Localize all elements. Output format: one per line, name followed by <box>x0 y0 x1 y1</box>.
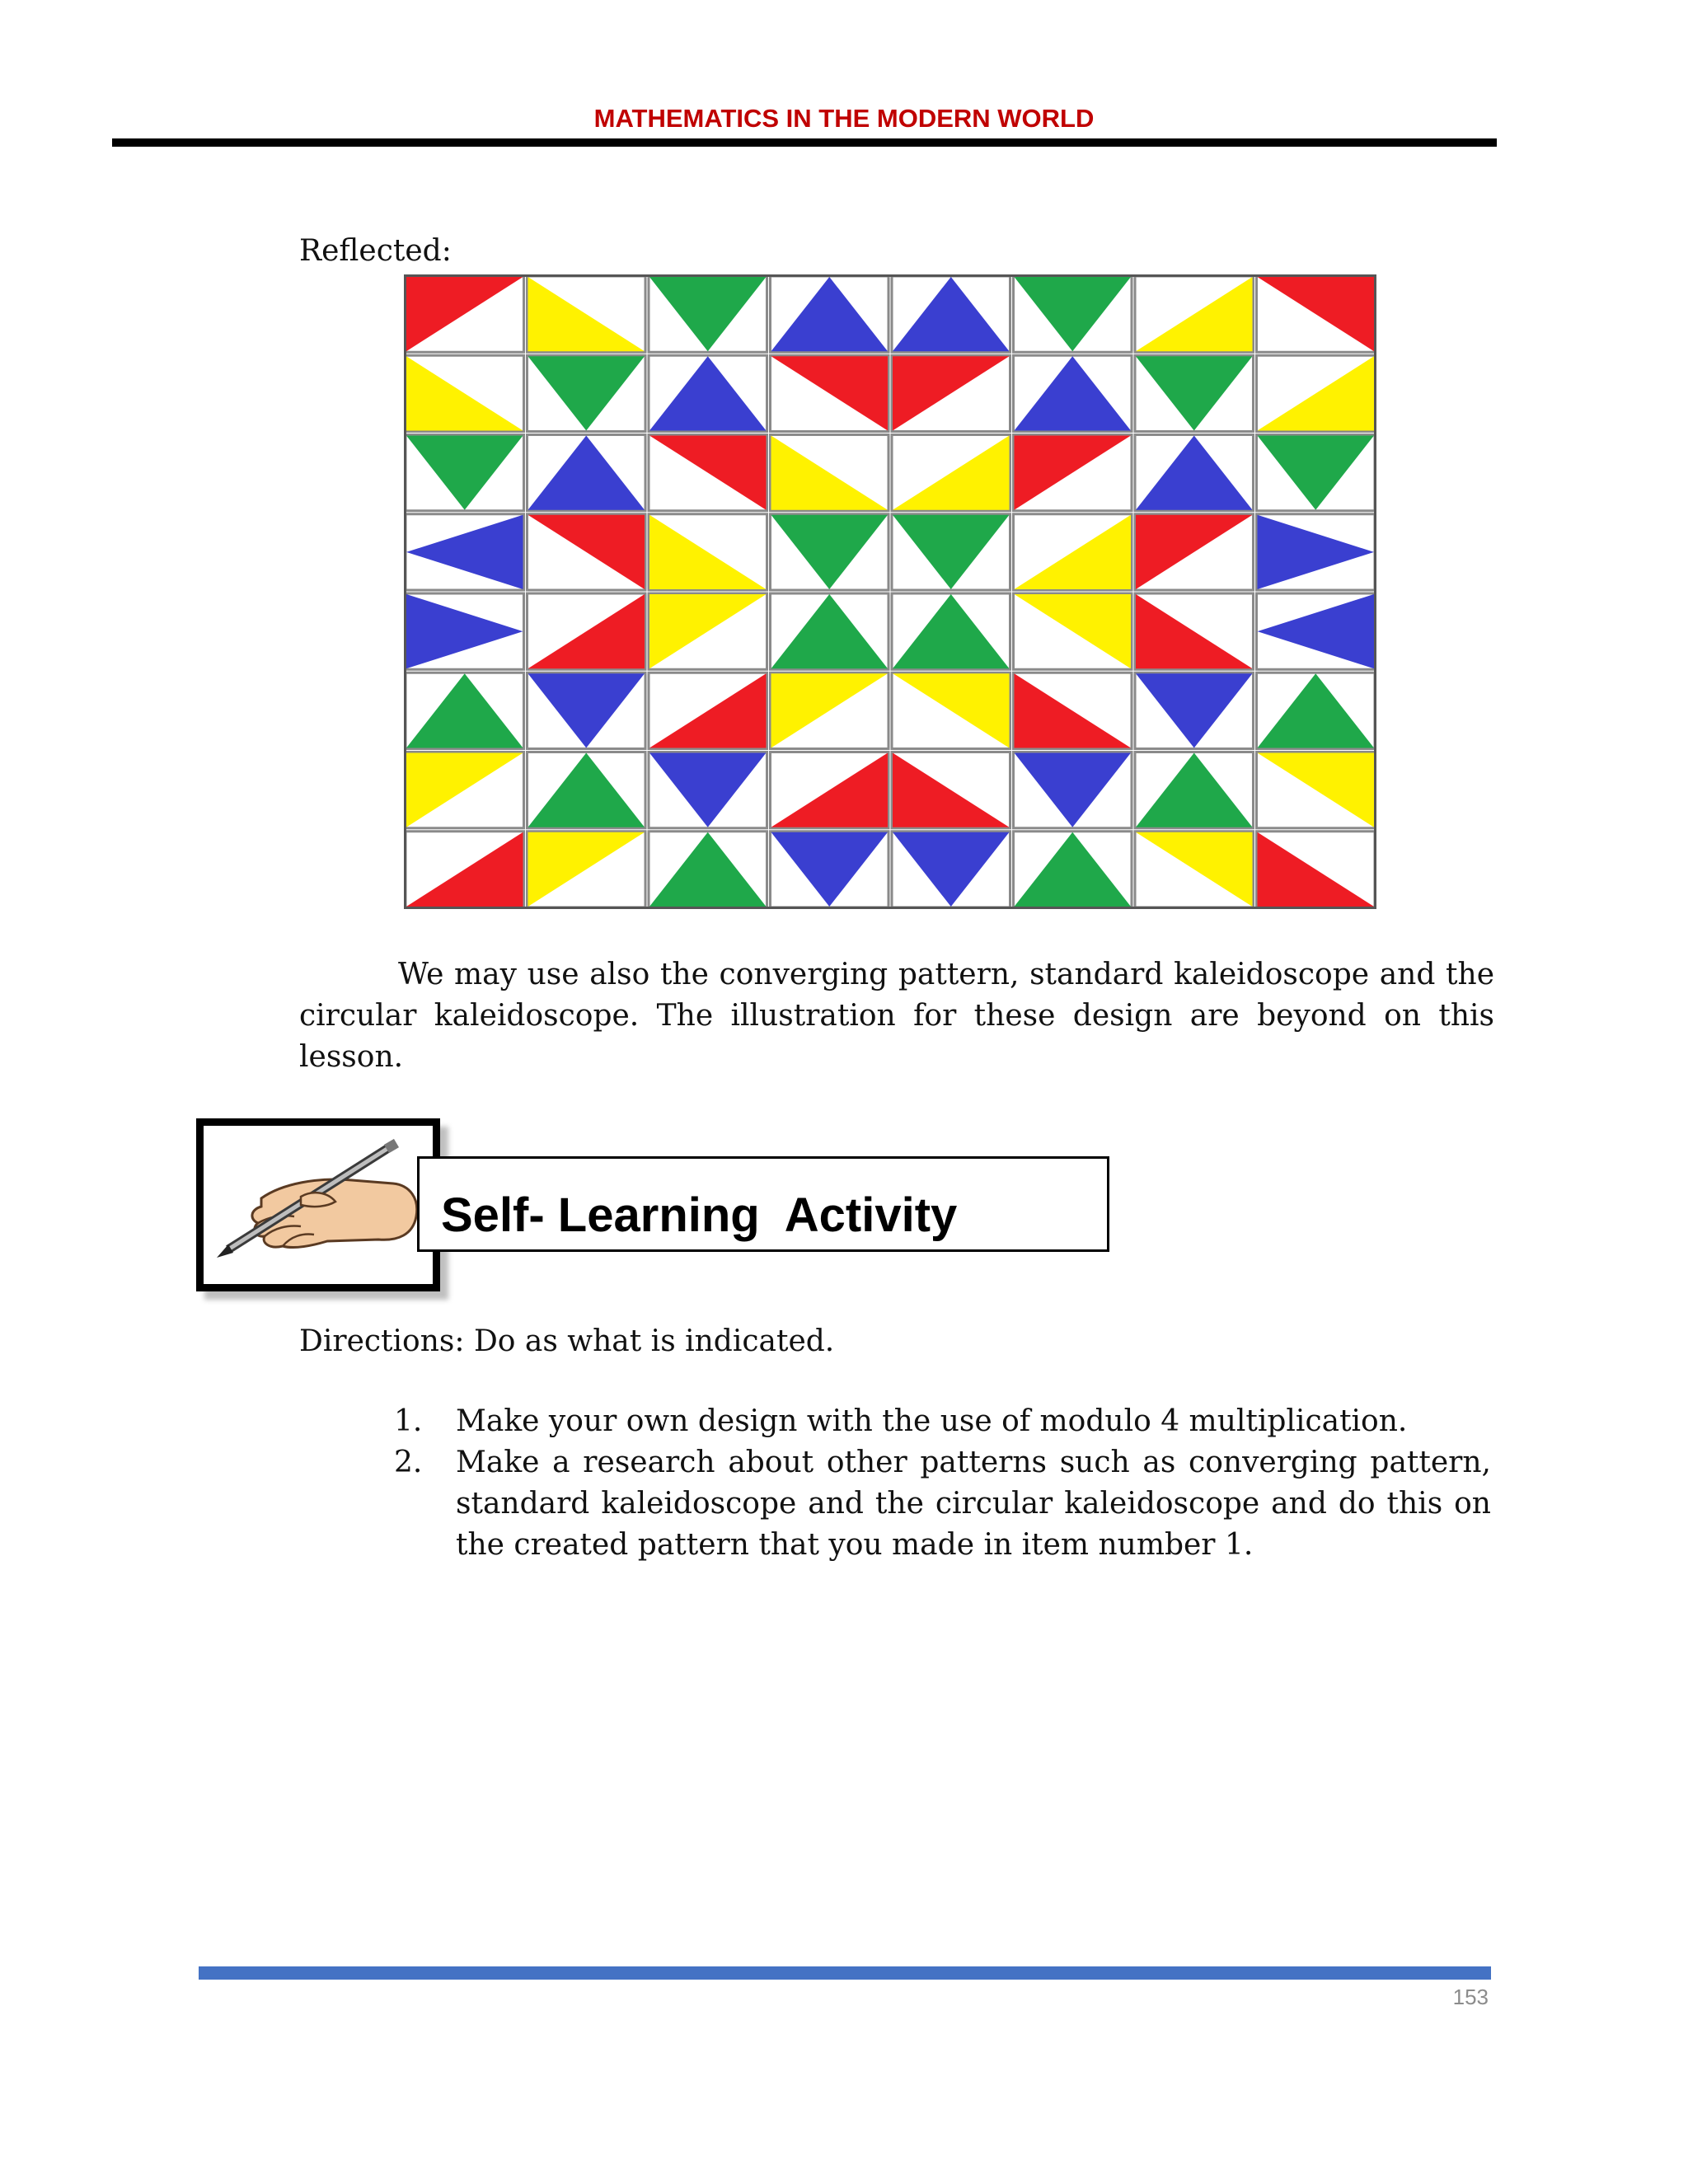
activity-title: Self- Learning Activity <box>441 1188 958 1242</box>
reflected-kaleidoscope-pattern <box>404 274 1376 909</box>
directions-text: Directions: Do as what is indicated. <box>299 1324 835 1358</box>
activity-icon-frame <box>196 1118 440 1291</box>
item-2-text: Make a research about other patterns such as converging pattern, standard kaleidoscope and the circular kaleidoscope and do this on the created pattern that you made in item number 1. <box>456 1446 1491 1562</box>
item-2-number: 2. <box>394 1446 423 1479</box>
item-1-text: Make your own design with the use of modulo 4 multiplication. <box>456 1404 1408 1438</box>
section-label: Reflected: <box>299 234 452 268</box>
item-1-number: 1. <box>394 1404 423 1438</box>
activity-title-box <box>417 1156 1109 1252</box>
footer-rule <box>199 1966 1491 1980</box>
page-number: 153 <box>1452 1985 1489 2009</box>
header-rule <box>112 138 1497 147</box>
hand-writing-pencil-icon <box>204 1126 433 1284</box>
header-title: MATHEMATICS IN THE MODERN WORLD <box>593 104 1095 133</box>
intro-paragraph: We may use also the converging pattern, standard kaleidoscope and the circular kaleidoscope. The illustration for these design are beyond on this lesson. <box>299 958 1494 1074</box>
